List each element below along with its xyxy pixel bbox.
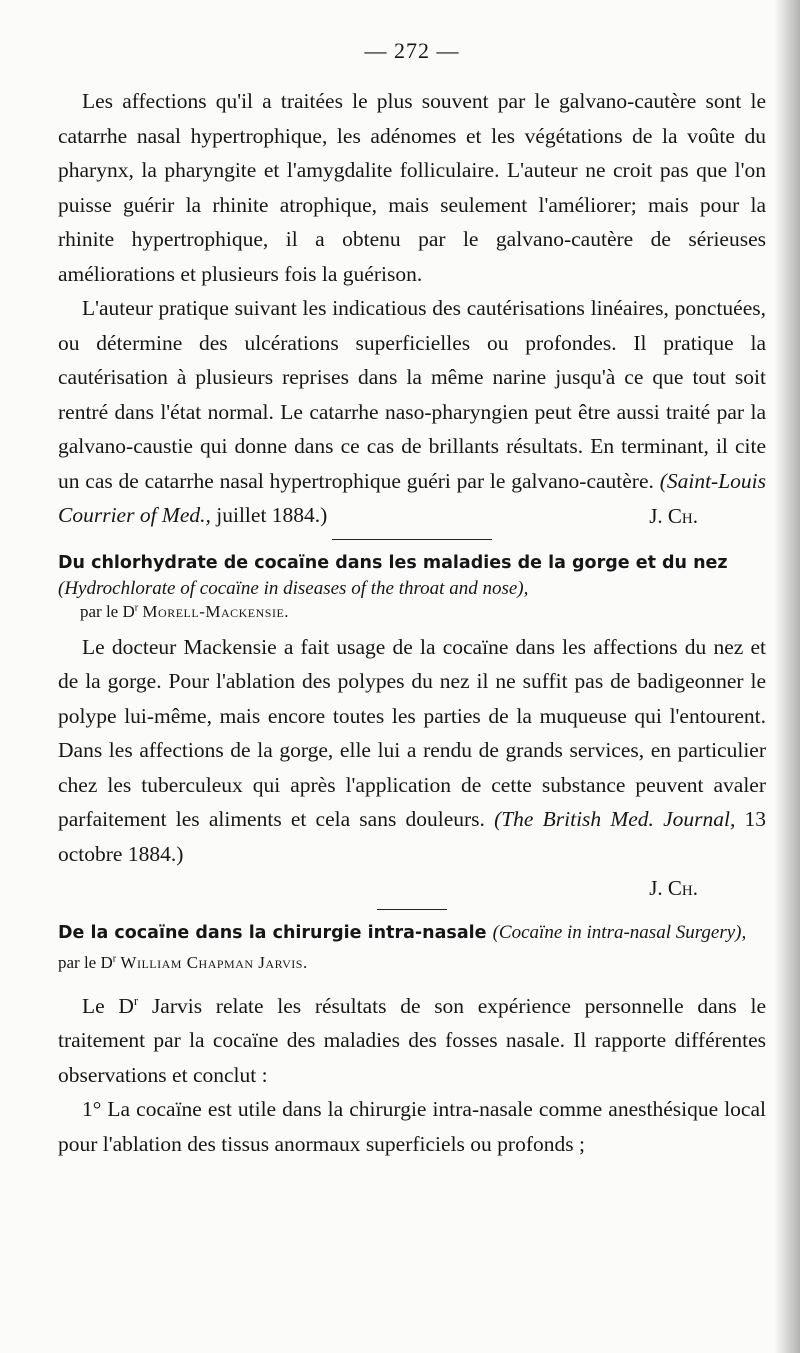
section2-citation: (The British Med. Journal,	[494, 807, 736, 831]
section3-paragraph-1-text: Jarvis relate les résultats de son expérience personnelle dans le traitement par la cocaïne des maladies des fosses nasale. Il rapporte différentes observations et conclut :	[58, 993, 767, 1087]
section2-title: Du chlorhydrate de cocaïne dans les maladies de la gorge et du nez	[58, 552, 728, 573]
section1-paragraph-2-text: L'auteur pratique suivant les indicatious des cautérisations linéaires, ponctuées, ou détermine des ulcérations superficielles ou profondes. Il pratique la cautérisation à plusieurs reprises dans la même narine jusqu'à ce que tout soit rentré dans l'état normal. Le catarrhe naso-pharyngien peut être aussi traité par la galvano-caustie qui donne dans ce cas de brillants résultats. En terminant, il cite un cas de catarrhe nasal hypertrophique guéri par le galvano-cautère.	[58, 296, 766, 493]
section2-author-sup: r	[134, 601, 139, 613]
section1-citation: (Saint-Louis Courrier of Med.,	[58, 468, 767, 527]
section3-title: De la cocaïne dans la chirurgie intra-nasale	[58, 923, 487, 943]
section2-citation-date: 13 octobre 1884.)	[58, 807, 766, 866]
page-number: — 272 —	[364, 38, 460, 63]
section1-paragraph-1: Les affections qu'il a traitées le plus souvent par le galvano-cautère sont le catarrhe nasal hypertrophique, les adénomes et les végétations de la voûte du pharynx, la pharyngite et l'amygdalite folliculaire. L'auteur ne croit pas que l'on puisse guérir la rhinite atrophique, mais seulement l'améliorer; mais pour la rhinite hypertrophique, il a obtenu par le galvano-cautère de sérieuses améliorations et plusieurs fois la guérison.	[58, 89, 766, 286]
section2-paragraph-1-text: Le docteur Mackensie a fait usage de la cocaïne dans les affections du nez et de la gorge. Pour l'ablation des polypes du nez il ne suffit pas de badigeonner le polype lui-même, mais encore toutes les parties de la muqueuse qui l'entourent. Dans les affections de la gorge, elle lui a rendu de grands services, en particulier chez les tuberculeux qui après l'application de cette substance peuvent avaler parfaitement les aliments et cela sans douleurs.	[58, 634, 766, 831]
section2-heading	[58, 550, 766, 602]
section3-paragraph-1-sup: r	[133, 993, 139, 1008]
section3-heading	[58, 920, 766, 976]
section3-author-name: William Chapman Jarvis.	[120, 952, 308, 972]
page-edge-shadow	[774, 0, 800, 1353]
section3-paragraph-1	[58, 984, 766, 1093]
section3-paragraph-2: 1° La cocaïne est utile dans la chirurgie intra-nasale comme anesthésique local pour l'ablation des tissus anormaux superficiels ou profonds ;	[58, 1097, 766, 1156]
section2-author-prefix: par le D	[80, 601, 135, 621]
section3-paragraph-1-prefix: Le D	[82, 993, 134, 1018]
section1-paragraph-2	[58, 291, 766, 533]
section-divider-2	[377, 909, 447, 910]
section3-author-sup: r	[112, 953, 117, 964]
section2-signature: J. Ch.	[649, 876, 698, 900]
section2-title-translation: (Hydrochlorate of cocaïne in diseases of the throat and nose),	[58, 577, 529, 599]
section-divider-1	[332, 539, 492, 540]
section3-title-translation: (Cocaïne in intra-nasal Surgery),	[492, 922, 747, 943]
section2-author-name: Morell-Mackensie.	[142, 601, 290, 621]
section2-paragraph-1	[58, 630, 766, 872]
section1-citation-date: juillet 1884.)	[216, 503, 328, 527]
section2-author	[80, 602, 766, 622]
document-page	[58, 38, 766, 1161]
section1-signature: J. Ch.	[649, 503, 698, 528]
section3-author-prefix: par le D	[58, 952, 113, 972]
